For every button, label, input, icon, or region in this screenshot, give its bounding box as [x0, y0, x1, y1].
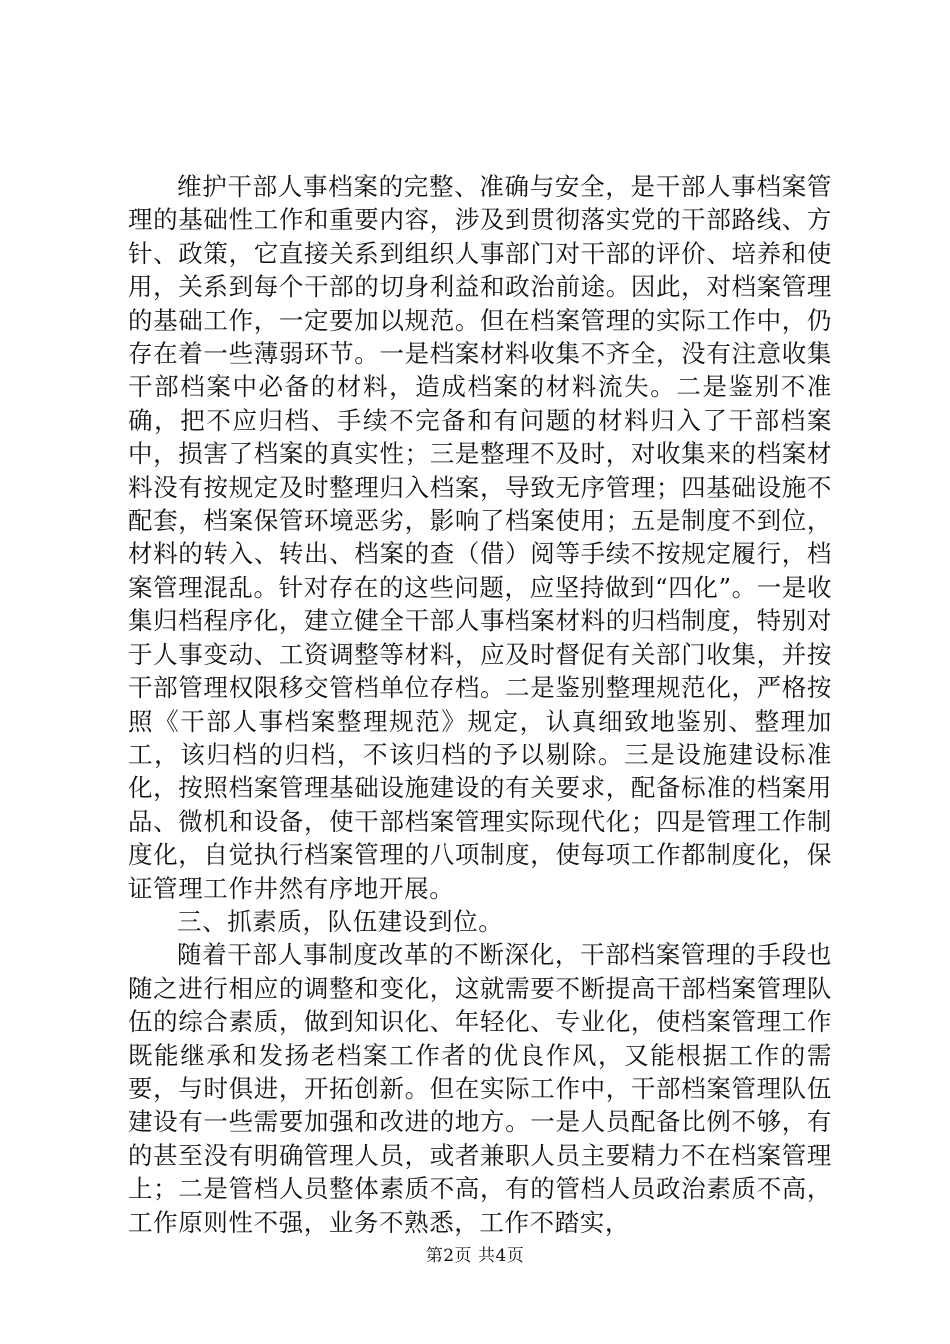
paragraph-team-building: 随着干部人事制度改革的不断深化，干部档案管理的手段也随之进行相应的调整和变化，这就需要不断提高干部档案管理队伍的综合素质，做到知识化、年轻化、专业化，使档案管理工作既能继承和发扬老档案工作者的优良作风，又能根据工作的需要，与时俱进，开拓创新。但在实际工作中，干部档案管理队伍建设有一些需要加强和改进的地方。一是人员配备比例不够，有的甚至没有明确管理人员，或者兼职人员主要精力不在档案管理上；二是管档人员整体素质不高，有的管档人员政治素质不高，工作原则性不强，业务不熟悉，工作不踏实， — [128, 940, 832, 1237]
paragraph-archive-maintenance: 维护干部人事档案的完整、准确与安全，是干部人事档案管理的基础性工作和重要内容，涉及到贯彻落实党的干部路线、方针、政策，它直接关系到组织人事部门对干部的评价、培养和使用，关系到每个干部的切身利益和政治前途。因此，对档案管理的基础工作，一定要加以规范。但在档案管理的实际工作中，仍存在着一些薄弱环节。一是档案材料收集不齐全，没有注意收集干部档案中必备的材料，造成档案的材料流失。二是鉴别不准确，把不应归档、手续不完备和有问题的材料归入了干部档案中，损害了档案的真实性；三是整理不及时，对收集来的档案材料没有按规定及时整理归入档案，导致无序管理；四基础设施不配套，档案保管环境恶劣，影响了档案使用；五是制度不到位，材料的转入、转出、档案的查（借）阅等手续不按规定履行，档案管理混乱。针对存在的这些问题，应坚持做到“四化”。一是收集归档程序化，建立健全干部人事档案材料的归档制度，特别对于人事变动、工资调整等材料，应及时督促有关部门收集，并按干部管理权限移交管档单位存档。二是鉴别整理规范化，严格按照《干部人事档案整理规范》规定，认真细致地鉴别、整理加工，该归档的归档，不该归档的予以剔除。三是设施建设标准化，按照档案管理基础设施建设的有关要求，配备标准的档案用品、微机和设备，使干部档案管理实际现代化；四是管理工作制度化，自觉执行档案管理的八项制度，使每项工作都制度化，保证管理工作井然有序地开展。 — [128, 172, 832, 903]
page-footer — [0, 1246, 950, 1266]
section-heading-quality: 三、抓素质，队伍建设到位。 — [177, 906, 504, 936]
page-number: 第2页 共4页 — [425, 1246, 525, 1266]
body-text — [128, 170, 832, 1239]
